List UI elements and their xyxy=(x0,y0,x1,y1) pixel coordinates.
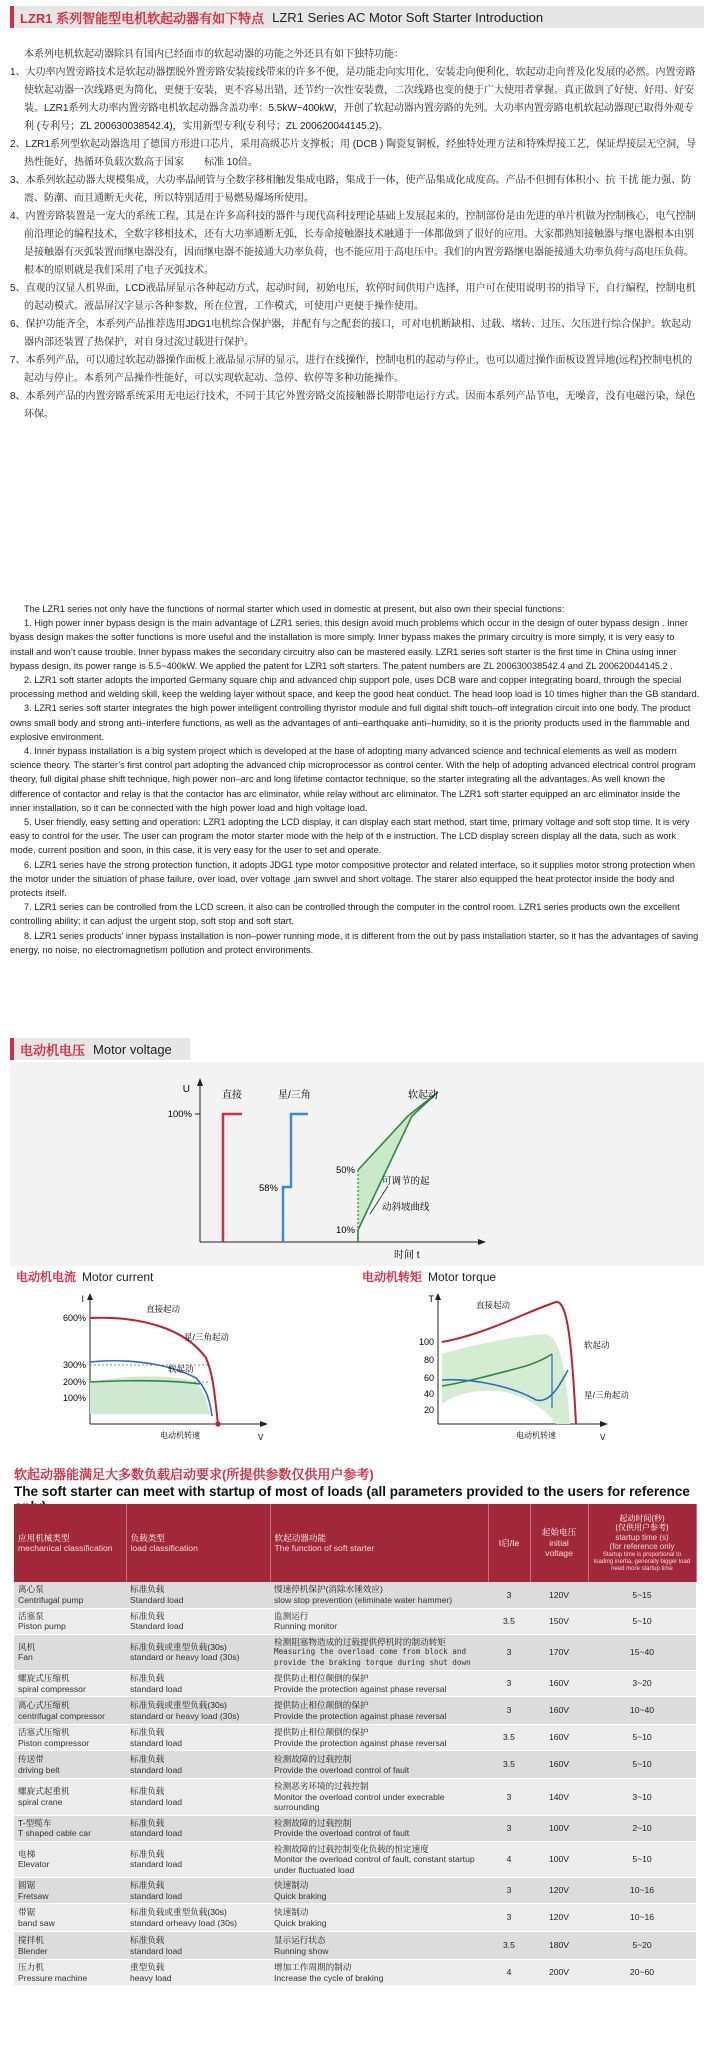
cell-mechanical xyxy=(14,1608,126,1634)
voltage-series-star-delta xyxy=(283,1114,308,1242)
cell-load-zh: 标准负载 xyxy=(130,1727,165,1737)
cell-function xyxy=(270,1725,488,1751)
cell-function-en: Quick braking xyxy=(274,1890,327,1901)
current-x-label: 电动机转速 xyxy=(160,1431,200,1440)
voltage-legend-direct: 直接 xyxy=(222,1090,242,1101)
cell-startup-time: 10~16 xyxy=(588,1878,696,1904)
voltage-tick-label-50: 50% xyxy=(335,1165,355,1176)
intro-en-item: 4. Inner bypass installation is a big system project which is developed at the base of adopting many advanced science and technical elements as well as modern science theory. The starter’s first control part adopting the advanced chip microprocessor as control center. With the help of adopting advanced electrical control program theory, full digital phase shift technique, high power non–arc and long lifetime contactor technique, so the starter integrating all the advantages. As well known the difference of contactor and relay is that the contactor has arc eliminator, while relay without arc eliminator. The LZR1 soft starter equipped an arc eliminator inside the inner installation, so it can be connected with the high power load and high voltage load. xyxy=(10,746,696,813)
cell-load-en: standard load xyxy=(130,1890,183,1901)
cell-mechanical xyxy=(14,1815,126,1841)
torque-tick-20: 20 xyxy=(423,1405,434,1415)
torque-tick-40: 40 xyxy=(423,1389,434,1399)
intro-en-item: 5. User friendly, easy setting and operation: LZR1 adopting the LCD display, it can display each start method, start time, primary voltage and soft stop time. It is very easy to control for the user. The user can program the motor starter mode with the help of th e instruction. The LCD display screen display all the data, such as work mode, current position and soon, in this case, it is very easy for the user to set and operate. xyxy=(10,817,690,856)
cell-mechanical-en: Fan xyxy=(18,1652,33,1663)
cell-mechanical xyxy=(14,1751,126,1779)
table-row xyxy=(14,1582,696,1608)
table-row xyxy=(14,1841,696,1878)
cell-startup-time: 3~20 xyxy=(588,1671,696,1697)
cell-function-en: Running monitor xyxy=(274,1621,338,1631)
voltage-y-label: U xyxy=(182,1084,190,1095)
intro-zh-item: 5、直观的汉显人机界面，LCD液晶屏显示各种起动方式，起动时间，初始电压，软停时间供用户选择，用户可在使用说明书的指导下，自行编程，控制电机的起动模式。液晶屏汉字显示各种参数，所在位置，工作模式，可使用户更便于操作使用。 xyxy=(10,283,696,312)
cell-mechanical-zh: 活塞泵 xyxy=(18,1610,44,1621)
cell-function-zh: 检测故障的过载控制变化负载的恒定速度 xyxy=(274,1843,429,1854)
voltage-legend-soft: 软起动 xyxy=(408,1090,438,1101)
cell-mechanical-en: Blender xyxy=(18,1945,48,1956)
cell-current-ratio: 3 xyxy=(488,1878,530,1904)
cell-startup-time: 5~20 xyxy=(588,1932,696,1960)
cell-load-zh: 标准负载 xyxy=(130,1754,165,1764)
cell-load-en: standard or heavy load (30s) xyxy=(130,1710,240,1721)
cell-startup-time: 10~16 xyxy=(588,1904,696,1932)
cell-initial-voltage: 140V xyxy=(530,1779,588,1816)
cell-load xyxy=(126,1932,270,1960)
cell-function-zh: 检测阻塞物造成的过载提供停机时的制动转矩 xyxy=(274,1636,446,1647)
intro-zh-item: 3、本系列软起动器大规模集成，大功率晶闸管与全数字移相触发集成电路，集成于一体，使产品集成化成度高。产品不但拥有体积小、抗 干扰 能力强、防震、防潮、而且通断无火花，所以特别适用于易燃易爆场所使用。 xyxy=(10,175,692,204)
cell-function-en: slow stop prevention (eliminate water hammer) xyxy=(274,1594,453,1605)
intro-en-item: 3. LZR1 series soft starter integrates the high power intelligent controlling thyristor module and full digital shift touch–off integration circuit into one body. The product owns small body and strong anti–interfere functions, as well as the advantages of anti–earthquake anti–humidity, so it is the priority products used in the flammable and explosive environment. xyxy=(10,703,691,742)
cell-current-ratio: 3 xyxy=(488,1697,530,1725)
cell-function xyxy=(270,1582,488,1608)
cell-function xyxy=(270,1932,488,1960)
cell-current-ratio: 3 xyxy=(488,1779,530,1816)
voltage-annotation-line1: 可调节的起 xyxy=(382,1176,430,1187)
cell-mechanical-zh: 离心式压缩机 xyxy=(18,1700,70,1710)
cell-function-en: Monitor the overload control under execrable surrounding xyxy=(274,1791,445,1812)
header-title-en: LZR1 Series AC Motor Soft Starter Introduction xyxy=(272,9,544,25)
cell-current-ratio: 3 xyxy=(488,1815,530,1841)
cell-mechanical xyxy=(14,1904,126,1932)
voltage-tick-label-100: 100% xyxy=(167,1109,192,1120)
motor-voltage-chart xyxy=(10,1062,704,1266)
cell-function-zh: 显示运行状态 xyxy=(274,1935,326,1945)
cell-mechanical-zh: 风机 xyxy=(18,1641,36,1652)
torque-soft-area xyxy=(442,1334,570,1424)
cell-function-en: Provide the protection against phase reversal xyxy=(274,1710,447,1721)
cell-load-en: standard load xyxy=(130,1764,183,1775)
table-row xyxy=(14,1634,696,1671)
current-x-unit: V xyxy=(258,1433,264,1442)
torque-x-label: 电动机转速 xyxy=(516,1431,556,1440)
intro-zh-item: 4、内置旁路装置是一宠大的系统工程，其是在许多高科技的器件与现代高科技理论基础上发展起来的，控制部份是由先进的单片机做为控制核心，电气控制前沿理论的编程技术，全数字移相技术，还有大功率通断无弧，长寿命接触器技术融通于一体都做到了很好的应用。大家都熟知接触器与继电器根本由别是接触器有灭弧装置而继电器没有，因而继电器不能接通大功率负荷，也不能应用于高电压中。我们的内置旁路继电器能接通大功率负荷与高电压负荷。根本的原则就是我们采用了电子灭弧技术。 xyxy=(10,211,696,276)
intro-en-item: 8. LZR1 series products' inner bypass installation is non–power running mode, it is different from the out by pass installation starter, so it has the advantages of saving energy, no noise, no electromagnetism pollution and protect environments. xyxy=(10,930,699,955)
cell-current-ratio: 3.5 xyxy=(488,1932,530,1960)
cell-mechanical-zh: 电梯 xyxy=(18,1848,36,1859)
cell-mechanical-zh: 搅拌机 xyxy=(18,1935,44,1945)
cell-current-ratio: 3 xyxy=(488,1671,530,1697)
cell-load xyxy=(126,1779,270,1816)
motor-current-title-zh: 电动机电流 xyxy=(16,1270,77,1284)
voltage-y-arrow-icon xyxy=(197,1078,203,1086)
cell-startup-time: 5~10 xyxy=(588,1608,696,1634)
voltage-x-arrow-icon xyxy=(478,1239,486,1245)
cell-load-zh: 标准负载 xyxy=(130,1935,165,1945)
table-header-row xyxy=(14,1504,696,1582)
cell-initial-voltage: 160V xyxy=(530,1751,588,1779)
header-startup-time: 起动时间(秒) (仅供用户参考) startup time (s) (for reference only Startup time is proportional to loading inertia, generally bigger load need more startup time xyxy=(588,1504,696,1582)
cell-initial-voltage: 160V xyxy=(530,1671,588,1697)
cell-mechanical xyxy=(14,1697,126,1725)
cell-initial-voltage: 100V xyxy=(530,1815,588,1841)
cell-load xyxy=(126,1697,270,1725)
cell-function-en: Running show xyxy=(274,1945,329,1956)
voltage-series-direct xyxy=(223,1114,242,1242)
cell-initial-voltage: 170V xyxy=(530,1634,588,1671)
torque-x-unit: V xyxy=(600,1433,606,1442)
cell-load-zh: 标准负载 xyxy=(130,1786,165,1797)
cell-mechanical-zh: 螺旋式起重机 xyxy=(18,1786,70,1797)
cell-load-zh: 标准负载 xyxy=(130,1880,165,1890)
cell-mechanical xyxy=(14,1932,126,1960)
cell-function-zh: 提供防止相位颠倒的保护 xyxy=(274,1700,369,1710)
cell-current-ratio: 3.5 xyxy=(488,1725,530,1751)
cell-mechanical-zh: 圆锯 xyxy=(18,1880,36,1890)
table-row xyxy=(14,1815,696,1841)
torque-x-arrow-icon xyxy=(600,1421,608,1427)
motor-torque-title-zh: 电动机转矩 xyxy=(362,1270,423,1284)
cell-function xyxy=(270,1841,488,1878)
requirements-table-body xyxy=(14,1582,696,1986)
cell-function xyxy=(270,1960,488,1986)
cell-load xyxy=(126,1671,270,1697)
cell-function xyxy=(270,1634,488,1671)
motor-voltage-chart-panel xyxy=(10,1062,704,1266)
requirements-table xyxy=(14,1504,697,1986)
cell-function-zh: 监测运行 xyxy=(274,1610,309,1621)
cell-function-en: Monitor the overload control of fault, constant startup under fluctuated load xyxy=(274,1854,475,1875)
cell-function-zh: 快速制动 xyxy=(274,1907,309,1917)
cell-mechanical-zh: T-型缆车 xyxy=(18,1817,52,1828)
cell-mechanical xyxy=(14,1582,126,1608)
cell-startup-time: 5~10 xyxy=(588,1725,696,1751)
cell-load-en: standard load xyxy=(130,1945,183,1956)
cell-current-ratio: 4 xyxy=(488,1960,530,1986)
torque-legend-soft: 软起动 xyxy=(584,1340,610,1350)
table-row xyxy=(14,1671,696,1697)
cell-function xyxy=(270,1878,488,1904)
cell-current-ratio: 4 xyxy=(488,1841,530,1878)
table-row xyxy=(14,1725,696,1751)
cell-mechanical-en: Fretsaw xyxy=(18,1890,49,1901)
current-y-label: I xyxy=(81,1294,84,1304)
cell-mechanical-en: T shaped cable car xyxy=(18,1828,91,1838)
cell-mechanical xyxy=(14,1634,126,1671)
cell-load-en: standard load xyxy=(130,1683,183,1694)
cell-mechanical-en: driving belt xyxy=(18,1764,60,1775)
table-row xyxy=(14,1608,696,1634)
cell-load-en: standard load xyxy=(130,1796,183,1807)
header-bar xyxy=(10,6,704,28)
cell-load-en: Standard load xyxy=(130,1621,184,1631)
header-title-zh: LZR1 系列智能型电机软起动器有如下特点 xyxy=(20,10,265,26)
cell-initial-voltage: 120V xyxy=(530,1904,588,1932)
cell-load-en: standard load xyxy=(130,1828,183,1838)
cell-function-en: Measuring the overload come from block and provide the braking torque during shut down xyxy=(274,1647,471,1667)
cell-function xyxy=(270,1779,488,1816)
cell-load-zh: 标准负载 xyxy=(130,1673,165,1683)
cell-load xyxy=(126,1751,270,1779)
header-load: 负载类型 load classification xyxy=(126,1504,270,1582)
cell-function xyxy=(270,1608,488,1634)
torque-legend-direct: 直接起动 xyxy=(476,1300,511,1310)
cell-load-en: Standard load xyxy=(130,1594,184,1605)
header-current-ratio: I启/Ie xyxy=(488,1504,530,1582)
cell-function xyxy=(270,1904,488,1932)
torque-y-arrow-icon xyxy=(435,1293,441,1300)
header-function: 软起动器功能 The function of soft starter xyxy=(270,1504,488,1582)
cell-load xyxy=(126,1878,270,1904)
cell-load xyxy=(126,1725,270,1751)
cell-initial-voltage: 160V xyxy=(530,1725,588,1751)
cell-mechanical-zh: 活塞式压缩机 xyxy=(18,1727,70,1737)
motor-current-chart xyxy=(10,1288,350,1452)
cell-initial-voltage: 120V xyxy=(530,1878,588,1904)
table-row xyxy=(14,1751,696,1779)
cell-mechanical-en: band saw xyxy=(18,1917,55,1928)
motor-voltage-title xyxy=(10,1038,190,1060)
torque-legend-star-delta: 星/三角起动 xyxy=(584,1390,629,1400)
voltage-legend-star-delta: 星/三角 xyxy=(278,1090,311,1101)
cell-load-en: standard load xyxy=(130,1737,183,1748)
cell-load xyxy=(126,1904,270,1932)
current-legend-star-delta: 星/三角起动 xyxy=(184,1332,229,1342)
current-tick-200: 200% xyxy=(62,1377,86,1387)
motor-voltage-title-en: Motor voltage xyxy=(93,1041,172,1057)
cell-function-en: Provide the protection against phase reversal xyxy=(274,1683,447,1694)
cell-current-ratio: 3.5 xyxy=(488,1608,530,1634)
cell-load-zh: 标准负载 xyxy=(130,1817,165,1828)
cell-mechanical-en: Centrifugal pump xyxy=(18,1594,84,1605)
cell-load-en: standard load xyxy=(130,1859,183,1870)
cell-load xyxy=(126,1608,270,1634)
cell-load xyxy=(126,1634,270,1671)
cell-load xyxy=(126,1582,270,1608)
cell-mechanical xyxy=(14,1841,126,1878)
cell-load-zh: 重型负载 xyxy=(130,1962,165,1972)
intro-zh-item: 2、LZR1系列型软起动器选用了德国方形进口芯片，采用高级芯片支撑板；用 (DCB ) 陶瓷复铜板，经独特处理方法和特殊焊接工艺，保证焊接层无空洞，导热性能好，热循环负载次数高于国家 标准 10倍。 xyxy=(10,139,697,168)
cell-mechanical-en: spiral compressor xyxy=(18,1683,86,1694)
cell-mechanical xyxy=(14,1671,126,1697)
cell-function xyxy=(270,1815,488,1841)
cell-function-zh: 提供防止相位颠倒的保护 xyxy=(274,1727,369,1737)
current-y-arrow-icon xyxy=(87,1293,93,1300)
requirements-title-zh: 软起动器能满足大多数负载启动要求(所提供参数仅供用户参考) xyxy=(14,1467,374,1482)
current-end-point xyxy=(215,1421,220,1426)
intro-zh-item: 7、本系列产品，可以通过软起动器操作面板上液晶显示屏的显示，进行在线操作，控制电机的起动与停止，也可以通过操作面板设置异地(远程)控制电机的起动与停止。本系列产品操作性能好，可以实现软起动、急停、软停等多种功能操作。 xyxy=(10,355,693,384)
torque-tick-100: 100 xyxy=(418,1337,434,1347)
motor-torque-chart-panel xyxy=(356,1288,704,1452)
intro-en-lead: The LZR1 series not only have the functions of normal starter which used in domestic at present, but also own their special functions: xyxy=(24,604,565,614)
cell-startup-time: 5~10 xyxy=(588,1751,696,1779)
cell-current-ratio: 3 xyxy=(488,1904,530,1932)
cell-function-en: Provide the overload control of fault xyxy=(274,1764,410,1775)
torque-tick-60: 60 xyxy=(423,1373,434,1383)
cell-load-en: heavy load xyxy=(130,1972,172,1983)
current-tick-100: 100% xyxy=(62,1393,86,1403)
cell-load-zh: 标准负载或重型负载(30s) xyxy=(130,1641,227,1652)
current-x-arrow-icon xyxy=(260,1421,268,1427)
cell-mechanical xyxy=(14,1960,126,1986)
cell-startup-time: 10~40 xyxy=(588,1697,696,1725)
cell-function xyxy=(270,1751,488,1779)
voltage-annotation-line2: 动斜坡曲线 xyxy=(382,1202,430,1213)
voltage-tick-label-58: 58% xyxy=(258,1183,278,1194)
motor-torque-chart xyxy=(356,1288,704,1452)
torque-tick-80: 80 xyxy=(423,1355,434,1365)
cell-mechanical-zh: 螺旋式压缩机 xyxy=(18,1673,70,1683)
cell-function-en: Provide the overload control of fault xyxy=(274,1828,410,1838)
cell-mechanical-en: spiral crane xyxy=(18,1796,63,1807)
cell-function xyxy=(270,1697,488,1725)
cell-startup-time: 5~10 xyxy=(588,1841,696,1878)
intro-en-item: 6. LZR1 series have the strong protection function, it adopts JDG1 type motor compositive protector and related interface, so it supplies motor strong protection when the motor under the situation of phase failure, over load, over voltage ,jam swivel and short voltage. The starer also equipped the heat protector inside the body and protects itself. xyxy=(10,859,696,899)
motor-current-title xyxy=(16,1268,153,1285)
cell-load-zh: 标准负载 xyxy=(130,1584,165,1595)
intro-en-item: 7. LZR1 series can be controlled from the LCD screen, it also can be controlled through the computer in the control room. LZR1 series products own the excellent controlling ability; it can adjust the urgent stop, soft stop and soft start. xyxy=(10,902,680,927)
intro-en-item: 1. High power inner bypass design is the main advantage of LZR1 series, this design avoid much problems which occur in the design of outer bypass design . Inner byass design makes the softer functions is more useful and the installation is more simply. Inner bypass makes the primary circuitry is more simply, it is very easy to install and won’t cause trouble. Inner bypass makes the secondary circuitry also can be mastered easily. LZR1 series soft starter is the first time in China using inner bypass design, its power range is 5.5~400kW. We applied the patent for LZR1 soft starters. The patent numbers are ZL 200630038542.4 and ZL 200620044145.2 . xyxy=(10,618,688,671)
cell-function-zh: 提供防止相位颠倒的保护 xyxy=(274,1673,369,1683)
current-legend-direct: 直接起动 xyxy=(146,1304,181,1314)
cell-function-zh: 检测故障的过载控制 xyxy=(274,1754,352,1764)
cell-mechanical-en: Piston compressor xyxy=(18,1737,90,1748)
current-legend-soft: 软起动 xyxy=(168,1364,194,1374)
table-row xyxy=(14,1878,696,1904)
cell-function-en: Quick braking xyxy=(274,1917,327,1928)
cell-function-zh: 快速制动 xyxy=(274,1880,309,1890)
motor-current-title-en: Motor current xyxy=(82,1270,154,1284)
intro-chinese xyxy=(10,46,698,424)
cell-mechanical-en: Elevator xyxy=(18,1859,50,1870)
intro-zh-item: 8、本系列产品的内置旁路系统采用无电运行技术，不同于其它外置旁路交流接触器长期带电运行方式。因而本系列产品节电，无噪音，没有电磁污染，绿色环保。 xyxy=(10,391,696,420)
cell-mechanical-en: Pressure machine xyxy=(18,1972,88,1983)
torque-y-label: T xyxy=(428,1294,434,1304)
table-row xyxy=(14,1960,696,1986)
table-row xyxy=(14,1904,696,1932)
intro-english xyxy=(10,602,700,957)
header-initial-voltage: 起始电压 initial voltage xyxy=(530,1504,588,1582)
cell-load-en: standard orheavy load (30s) xyxy=(130,1917,238,1928)
cell-initial-voltage: 160V xyxy=(530,1697,588,1725)
cell-function-en: Increase the cycle of braking xyxy=(274,1972,384,1983)
intro-en-item: 2. LZR1 soft starter adopts the imported Germany square chip and advanced chip support pole, uses DCB ware and copper integrating board, through the special processing method and welding skill, keep the welding layer without space, and keep the good heat conduct. The head loop load is 10 times higher than the GB standard. xyxy=(10,675,700,700)
cell-load xyxy=(126,1960,270,1986)
intro-zh-item: 1、大功率内置旁路技术是软起动器摆脱外置旁路安装接线带来的许多不便，是功能走向实用化，安装走向便利化，软起动走向普及化发展的必然。内置旁路使软起动器一次线路更为简化，更便于安装，更不容易出错，还节约一次性安装费，二次线路也变的便于广大使用者掌握。真正做到了好使、好用、好安装。LZR1系列大功率内置旁路电机软起动器含盖功率：5.5kW~400kW，开创了软起动器内置旁路的先列。大功率内置旁路电机软起动器现已取得外观专利 (专利号；ZL 200630038542.4)，实用新型专利(专利号；ZL 200620044145.2)。 xyxy=(10,67,696,132)
cell-mechanical xyxy=(14,1725,126,1751)
motor-voltage-title-zh: 电动机电压 xyxy=(20,1042,86,1058)
current-tick-600: 600% xyxy=(62,1313,86,1323)
motor-current-chart-panel xyxy=(10,1288,350,1452)
cell-load-zh: 标准负载 xyxy=(130,1848,165,1859)
cell-mechanical xyxy=(14,1878,126,1904)
cell-current-ratio: 3 xyxy=(488,1582,530,1608)
cell-function-zh: 检测故障的过载控制 xyxy=(274,1817,352,1828)
cell-function-en: Provide the protection against phase reversal xyxy=(274,1737,447,1748)
requirements-title-en: The soft starter can meet with startup of most of loads (all parameters provided to the users for reference xyxy=(14,1484,690,1499)
voltage-x-label: 时间 t xyxy=(394,1250,420,1261)
cell-startup-time: 20~60 xyxy=(588,1960,696,1986)
table-row xyxy=(14,1779,696,1816)
cell-mechanical-en: Piston pump xyxy=(18,1621,66,1631)
cell-load-zh: 标准负载或重型负载(30s) xyxy=(130,1907,227,1917)
motor-torque-title xyxy=(362,1268,496,1285)
table-row xyxy=(14,1932,696,1960)
cell-current-ratio: 3.5 xyxy=(488,1751,530,1779)
cell-mechanical-en: centrifugal compressor xyxy=(18,1710,105,1721)
cell-load xyxy=(126,1815,270,1841)
cell-mechanical-zh: 带锯 xyxy=(18,1907,36,1917)
cell-function-zh: 检测恶劣环境的过载控制 xyxy=(274,1781,369,1791)
intro-zh-lead: 本系列电机软起动器除具有国内已经面市的软起动器的功能之外还具有如下独特功能： xyxy=(24,49,404,60)
table-row xyxy=(14,1697,696,1725)
cell-initial-voltage: 150V xyxy=(530,1608,588,1634)
cell-current-ratio: 3 xyxy=(488,1634,530,1671)
cell-load-en: standard or heavy load (30s) xyxy=(130,1652,240,1663)
cell-startup-time: 3~10 xyxy=(588,1779,696,1816)
cell-function-zh: 慢速停机保护(消除水锤效应) xyxy=(274,1584,383,1595)
voltage-tick-label-10: 10% xyxy=(335,1225,355,1236)
header-mechanical: 应用机械类型 mechanical classification xyxy=(14,1504,126,1582)
cell-load-zh: 标准负载或重型负载(30s) xyxy=(130,1700,227,1710)
cell-mechanical xyxy=(14,1779,126,1816)
cell-function xyxy=(270,1671,488,1697)
intro-zh-item: 6、保护功能齐全，本系列产品推荐选用JDG1电机综合保护器，并配有与之配套的接口，可对电机断缺相、过载、堵转、过压、欠压进行综合保护。软起动器内部还装置了热保护，对自身过流过载进行保护。 xyxy=(10,319,692,348)
cell-load xyxy=(126,1841,270,1878)
cell-function-zh: 增加工作周期的制动 xyxy=(274,1962,352,1972)
cell-initial-voltage: 100V xyxy=(530,1841,588,1878)
cell-initial-voltage: 200V xyxy=(530,1960,588,1986)
cell-mechanical-zh: 压力机 xyxy=(18,1962,44,1972)
cell-startup-time: 2~10 xyxy=(588,1815,696,1841)
cell-startup-time: 5~15 xyxy=(588,1582,696,1608)
cell-load-zh: 标准负载 xyxy=(130,1610,165,1621)
current-tick-300: 300% xyxy=(62,1360,86,1370)
cell-mechanical-zh: 离心泵 xyxy=(18,1584,44,1595)
cell-startup-time: 15~40 xyxy=(588,1634,696,1671)
motor-torque-title-en: Motor torque xyxy=(428,1270,497,1284)
cell-initial-voltage: 120V xyxy=(530,1582,588,1608)
cell-initial-voltage: 180V xyxy=(530,1932,588,1960)
cell-mechanical-zh: 传送带 xyxy=(18,1754,44,1764)
